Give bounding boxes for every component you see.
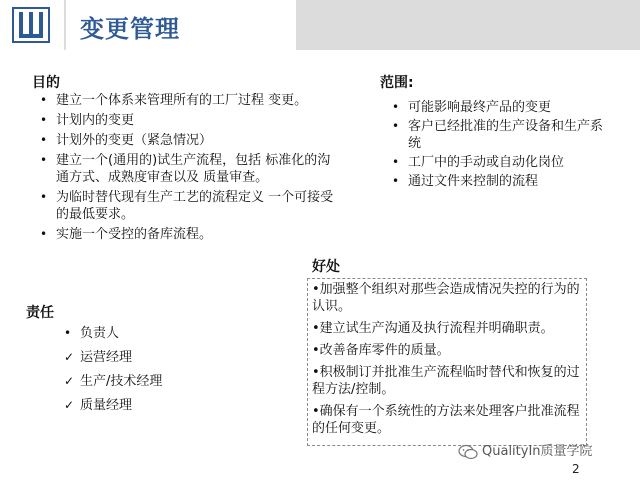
watermark-text: QualityIn质量学院 [482,444,593,459]
list-item: •积极制订并批准生产流程临时替代和恢复的过程方法/控制。 [312,365,580,397]
checkmark-icon: ✓ [64,350,75,364]
page-title: 变更管理 [80,15,180,43]
title-bar [66,0,296,50]
bullet-icon: • [40,113,48,127]
bullet-icon: • [40,153,48,167]
goal-heading: 目的 [32,75,60,91]
bullet-icon: • [40,133,48,147]
bullet-icon: • [392,119,400,133]
list-item [34,92,334,109]
bullet-icon: • [64,326,72,340]
list-item [58,397,258,414]
logo [0,0,64,50]
wechat-icon [458,444,478,460]
watermark [458,440,593,460]
list-item-text: 可能影响最终产品的变更 [408,100,552,115]
header-bar [0,0,640,50]
list-item-text: 生产/技术经理 [80,374,163,389]
list-item-text: 为临时替代现有生产工艺的流程定义 一个可接受的最低要求。 [56,190,334,222]
bullet-icon: • [40,190,48,204]
scope-list [386,99,606,192]
list-item [58,325,258,342]
list-item-text: 建立一个体系来管理所有的工厂过程 变更。 [56,93,308,108]
list-item-text: 通过文件来控制的流程 [408,174,539,189]
list-item [34,189,334,223]
list-item-text: 计划外的变更（紧急情况） [56,133,213,148]
benefits-list [312,281,584,442]
responsibility-list [58,325,258,421]
list-item [386,118,606,152]
bullet-icon: • [392,100,400,114]
bullet-icon: • [392,174,400,188]
page-number: 2 [572,462,580,476]
list-item [58,373,258,390]
responsibility-heading: 责任 [26,305,54,321]
bullet-icon: • [40,93,48,107]
goal-list [34,92,334,246]
list-item [34,112,334,129]
checkmark-icon: ✓ [64,398,75,412]
list-item [386,154,606,171]
list-item-text: 建立一个(通用的)试生产流程，包括 标准化的沟通方式、成熟度审查以及 质量审查。 [56,153,331,185]
list-item-text: 计划内的变更 [56,113,135,128]
list-item [386,99,606,116]
bullet-icon: • [40,227,48,241]
list-item-text: 负责人 [80,326,120,341]
list-item [34,152,334,186]
list-item-text: 质量经理 [80,398,133,413]
list-item [386,173,606,190]
list-item-text: 运营经理 [80,350,133,365]
list-item: •加强整个组织对那些会造成情况失控的行为的认识。 [312,282,580,314]
logo-icon [12,7,50,43]
scope-heading: 范围: [380,75,414,91]
list-item: •建立试生产沟通及执行流程并明确职责。 [312,321,554,336]
list-item [34,226,334,243]
list-item: •改善备库零件的质量。 [312,343,450,358]
list-item-text: 实施一个受控的备库流程。 [56,227,213,242]
list-item [58,349,258,366]
list-item-text: 客户已经批准的生产设备和生产系统 [408,119,604,151]
list-item [34,132,334,149]
benefits-heading: 好处 [312,259,340,275]
list-item-text: 工厂中的手动或自动化岗位 [408,155,565,170]
bullet-icon: • [392,155,400,169]
checkmark-icon: ✓ [64,374,75,388]
list-item: •确保有一个系统性的方法来处理客户批准流程的任何变更。 [312,404,580,436]
